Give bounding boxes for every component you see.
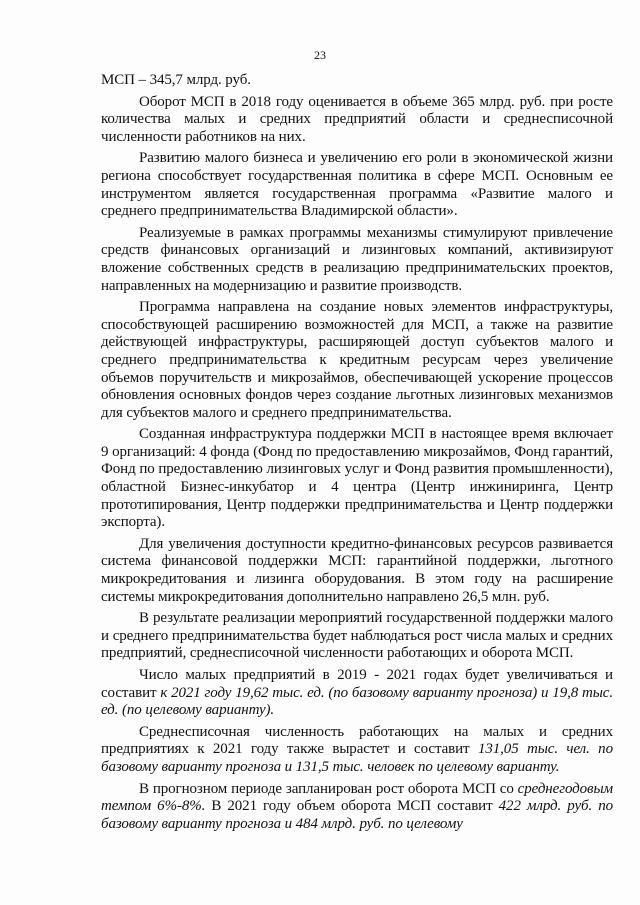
italic-text: к 2021 году 19,62 тыс. ед. (по базовому варианту прогноза) и 19,8 тыс. ед. (по целевому варианту). [101,684,613,719]
text-run: Созданная инфраструктура поддержки МСП в настоящее время включает 9 организаций: 4 фонда (Фонд по предоставлению микрозаймов, Фонд гарантий, Фонд по предоставлению лизинговых услуг и Фонд развития промышленности), областной Бизнес-инкубатор и 4 центра (Центр инжиниринга, Центр прототипирования, Центр поддержки предпринимательства и Центр поддержки экспорта). [101,426,613,531]
italic-text: среднегодовым темпом 6%-8%. [101,780,613,815]
text-run: Среднесписочная численность работающих на малых и средних предприятиях к 2021 году также вырастет и составит [101,723,613,758]
paragraph [101,667,613,720]
paragraph [101,536,613,606]
text-run: Число малых предприятий в 2019 - 2021 годах будет увеличиваться и составит [101,667,613,701]
text-run: Развитию малого бизнеса и увеличению его роли в экономической жизни региона способствует государственная политика в сфере МСП. Основным ее инструментом является государственная программа «Развитие малого и среднего предпринимательства Владимирской области». [101,150,613,220]
paragraph [101,426,613,532]
text-run: Программа направлена на создание новых элементов инфраструктуры, способствующей расширению возможностей для МСП, а также на развитие действующей инфраструктуры, расширяющей доступ субъектов малого и среднего предпринимательства к кредитным ресурсам через увеличение объемов поручительств и микрозаймов, обеспечивающей ускорение процессов обновления основных фондов через создание льготных лизинговых механизмов для субъектов малого и среднего предпринимательства. [101,299,613,421]
paragraph [101,94,613,147]
paragraph [101,150,613,220]
paragraph [101,299,613,422]
paragraph [101,724,613,777]
paragraph [101,610,613,663]
paragraph [101,781,613,834]
text-run: МСП – 345,7 млрд. руб. [101,72,251,88]
text-run: Реализуемые в рамках программы механизмы стимулируют привлечение средств финансовых организаций и лизинговых компаний, активизируют вложение собственных средств в реализацию предпринимательских проектов, направленных на модернизацию и развитие производств. [101,224,613,294]
italic-text: 422 млрд. руб. по базовому варианту прогноза и 484 млрд. руб. по целевому [101,798,613,832]
paragraph [101,72,613,90]
text-run: Для увеличения доступности кредитно-финансовых ресурсов развивается система финансовой поддержки МСП: гарантийной поддержки, льготного микрокредитования и лизинга оборудования. В этом году на расширение системы микрокредитования дополнительно направлено 26,5 млн. руб. [101,535,613,605]
text-run: В прогнозном периоде запланирован рост оборота МСП со [139,780,518,797]
text-run: В результате реализации мероприятий государственной поддержки малого и среднего предпринимательства будет наблюдаться рост числа малых и средних предприятий, среднесписочной численности работающих и оборота МСП. [101,610,613,662]
italic-text: 131,05 тыс. чел. по базовому варианту прогноза и 131,5 тыс. человек по целевому варианту. [101,741,613,775]
page-number: 23 [314,48,326,62]
text-run: В 2021 году объем оборота МСП составит [205,798,499,815]
paragraph [101,225,613,295]
text-run: Оборот МСП в 2018 году оценивается в объеме 365 млрд. руб. при росте количества малых и средних предприятий области и среднесписочной численности работников на них. [101,93,613,145]
document-body [101,72,613,837]
